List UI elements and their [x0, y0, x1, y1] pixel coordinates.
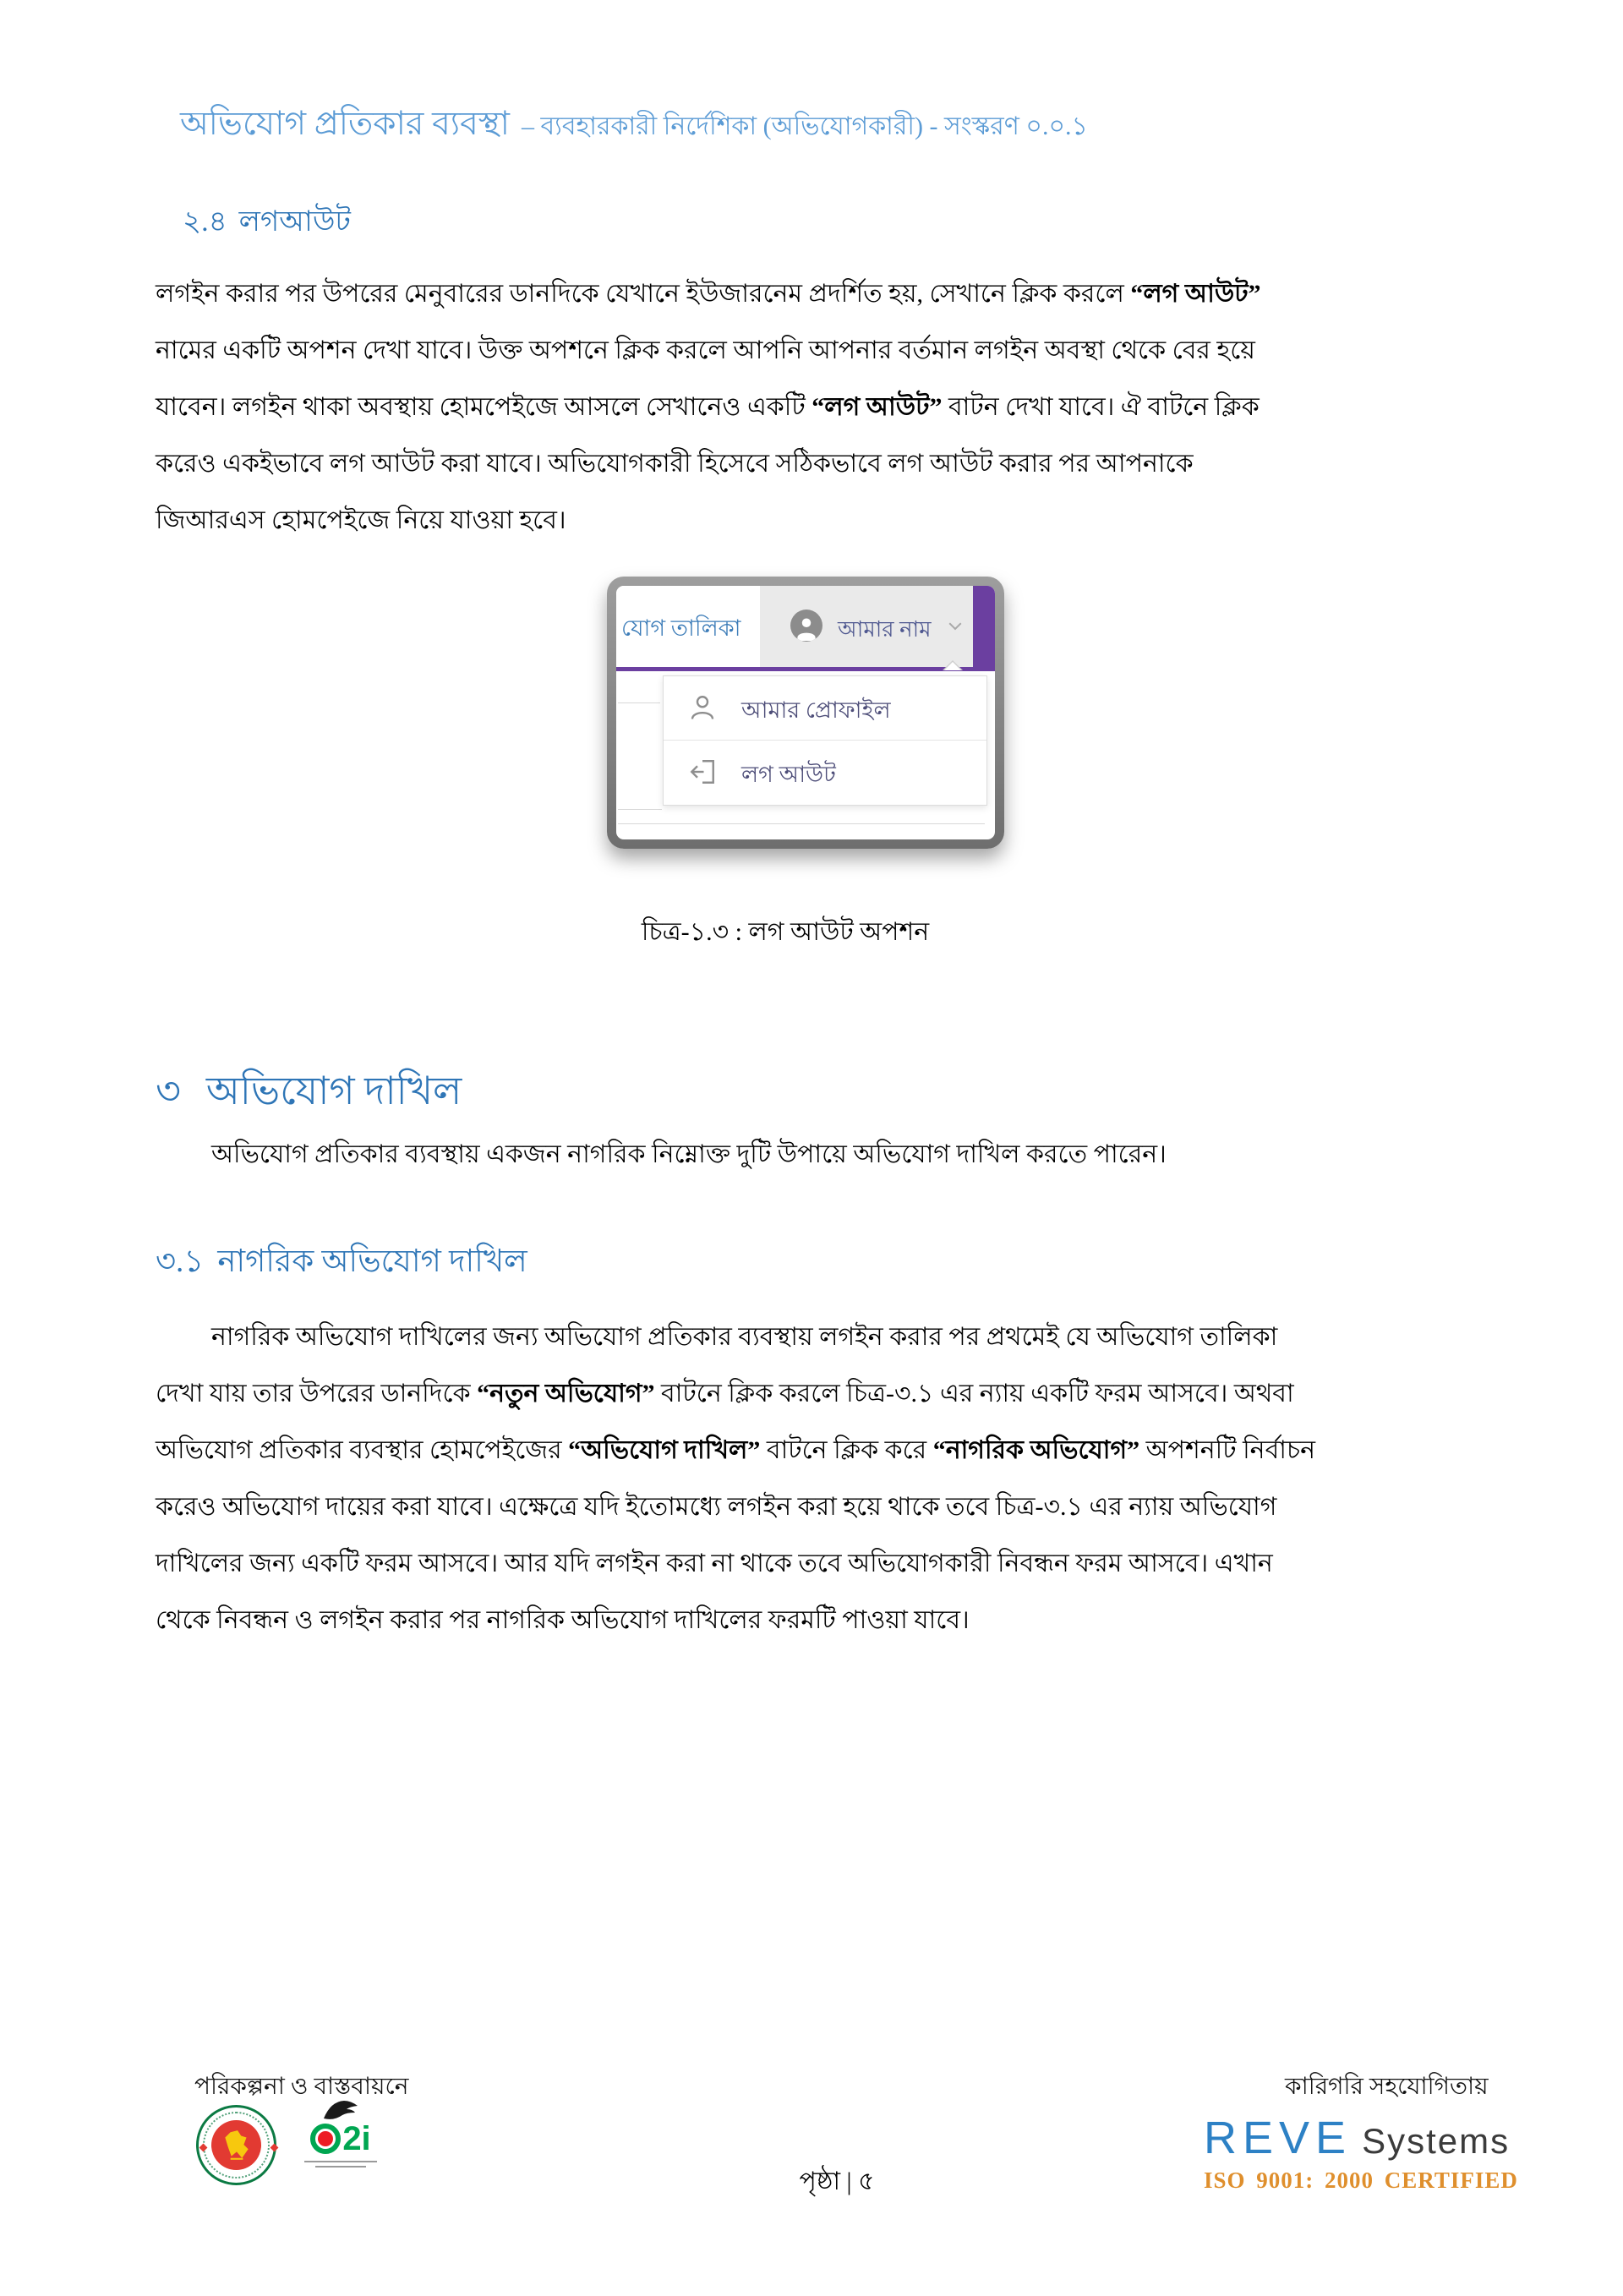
- menubar-underline: [616, 667, 995, 671]
- footer-left-caption: পরিকল্পনা ও বাস্তবায়নে: [194, 2074, 409, 2100]
- user-dropdown-menu: [663, 675, 987, 806]
- background-table-line: [618, 702, 660, 703]
- paragraph-line: করেও একইভাবে লগ আউট করা যাবে। অভিযোগকারী হিসেবে সঠিকভাবে লগ আউট করার পর আপনাকে: [156, 450, 1194, 478]
- reve-systems-logo: [1204, 2112, 1518, 2194]
- bird-icon: [322, 2098, 359, 2122]
- a2i-wordmark: [294, 2120, 387, 2157]
- reve-brand-text: REVE: [1204, 2113, 1352, 2163]
- page-header: [180, 98, 1088, 153]
- screenshot-frame: [616, 586, 995, 839]
- paragraph-line: যাবেন। লগইন থাকা অবস্থায় হোমপেইজে আসলে সেখানেও একটি “লগ আউট” বাটন দেখা যাবে। ঐ বাটনে ক্লিক: [156, 393, 1260, 421]
- chevron-down-icon: [948, 620, 963, 630]
- govt-seal-star: [270, 2144, 279, 2152]
- a2i-text: 2i: [342, 2120, 371, 2157]
- section-2-4-title: লগআউট: [238, 206, 351, 238]
- screenshot-menubar: [616, 586, 995, 667]
- user-name: আমার নাম: [838, 617, 932, 642]
- reve-suffix-text: Systems: [1362, 2121, 1511, 2161]
- section-3-number: ৩: [156, 1069, 181, 1112]
- user-avatar-icon: [790, 610, 822, 642]
- section-3-1-title: নাগরিক অভিযোগ দাখিল: [217, 1244, 527, 1279]
- paragraph-line: লগইন করার পর উপরের মেনুবারের ডানদিকে যেখানে ইউজারনেম প্রদর্শিত হয়, সেখানে ক্লিক করলে “লগ আউট”: [156, 280, 1261, 308]
- figure-caption: চিত্র-১.৩ : লগ আউট অপশন: [641, 918, 930, 946]
- paragraph-line: দেখা যায় তার উপরের ডানদিকে “নতুন অভিযোগ” বাটনে ক্লিক করলে চিত্র-৩.১ এর ন্যায় একটি ফরম আসবে। অথবা: [156, 1380, 1294, 1408]
- paragraph-line: অভিযোগ প্রতিকার ব্যবস্থার হোমপেইজের “অভিযোগ দাখিল” বাটনে ক্লিক করে “নাগরিক অভিযোগ” অপশনটি নির্বাচন: [156, 1436, 1316, 1464]
- paragraph-line: নাগরিক অভিযোগ দাখিলের জন্য অভিযোগ প্রতিকার ব্যবস্থায় লগইন করার পর প্রথমেই যে অভিযোগ তালিকা: [211, 1323, 1278, 1351]
- purple-stripe: [973, 586, 995, 671]
- document-title: অভিযোগ প্রতিকার ব্যবস্থা: [180, 106, 510, 142]
- logout-label: লগ আউট: [741, 762, 836, 787]
- section-3-1-number: ৩.১: [156, 1244, 205, 1279]
- dropdown-notch-fill: [944, 662, 961, 670]
- section-2-4-number: ২.৪: [183, 206, 227, 238]
- paragraph-logout: [156, 265, 1261, 549]
- a2i-logo: [294, 2098, 387, 2168]
- a2i-tagline-line: [304, 2161, 377, 2162]
- dropdown-item-logout: [664, 741, 986, 804]
- section-3-heading: [156, 1062, 462, 1126]
- dropdown-item-my-profile: [664, 676, 986, 740]
- paragraph-line: নামের একটি অপশন দেখা যাবে। উক্ত অপশনে ক্লিক করলে আপনি আপনার বর্তমান লগইন অবস্থা থেকে বের হয়ে: [156, 336, 1255, 364]
- logout-icon: [687, 757, 718, 787]
- menu-item-complaint-list: যোগ তালিকা: [621, 615, 741, 641]
- background-table-line: [618, 823, 985, 824]
- paragraph-citizen-complaint: [156, 1309, 1315, 1648]
- person-icon: [794, 615, 819, 641]
- section-3-1-heading: [156, 1236, 527, 1289]
- paragraph-line: জিআরএস হোমপেইজে নিয়ে যাওয়া হবে।: [156, 506, 566, 534]
- profile-icon: [687, 692, 718, 723]
- section-2-4-heading: [183, 200, 351, 248]
- section-3-title: অভিযোগ দাখিল: [205, 1069, 462, 1112]
- document-subtitle: – ব্যবহারকারী নির্দেশিকা (অভিযোগকারী) - সংস্করণ ০.০.১: [521, 112, 1088, 140]
- paragraph-line: থেকে নিবন্ধন ও লগইন করার পর নাগরিক অভিযোগ দাখিলের ফরমটি পাওয়া যাবে।: [156, 1606, 970, 1634]
- a2i-a-icon: [310, 2124, 341, 2154]
- paragraph-line: দাখিলের জন্য একটি ফরম আসবে। আর যদি লগইন করা না থাকে তবে অভিযোগকারী নিবন্ধন ফরম আসবে। এখান: [156, 1550, 1273, 1577]
- my-profile-label: আমার প্রোফাইল: [741, 697, 891, 723]
- background-table-line: [618, 809, 662, 810]
- govt-seal-map-icon: [211, 2120, 261, 2170]
- a2i-tagline-line: [315, 2166, 366, 2168]
- paragraph-line: করেও অভিযোগ দায়ের করা যাবে। এক্ষেত্রে যদি ইতোমধ্যে লগইন করা হয়ে থাকে তবে চিত্র-৩.১ এর ন্যায় অভিযোগ: [156, 1493, 1277, 1521]
- govt-seal-logo: [196, 2105, 276, 2185]
- section-3-intro: অভিযোগ প্রতিকার ব্যবস্থায় একজন নাগরিক নিম্নোক্ত দুটি উপায়ে অভিযোগ দাখিল করতে পারেন।: [211, 1140, 1167, 1168]
- page-number: পৃষ্ঠা | ৫: [799, 2168, 875, 2195]
- footer-right-caption: কারিগরি সহযোগিতায়: [1285, 2074, 1489, 2100]
- user-menu: [760, 586, 973, 667]
- figure-screenshot: [607, 577, 1004, 849]
- reve-iso-certification: ISO 9001: 2000 CERTIFIED: [1204, 2168, 1518, 2193]
